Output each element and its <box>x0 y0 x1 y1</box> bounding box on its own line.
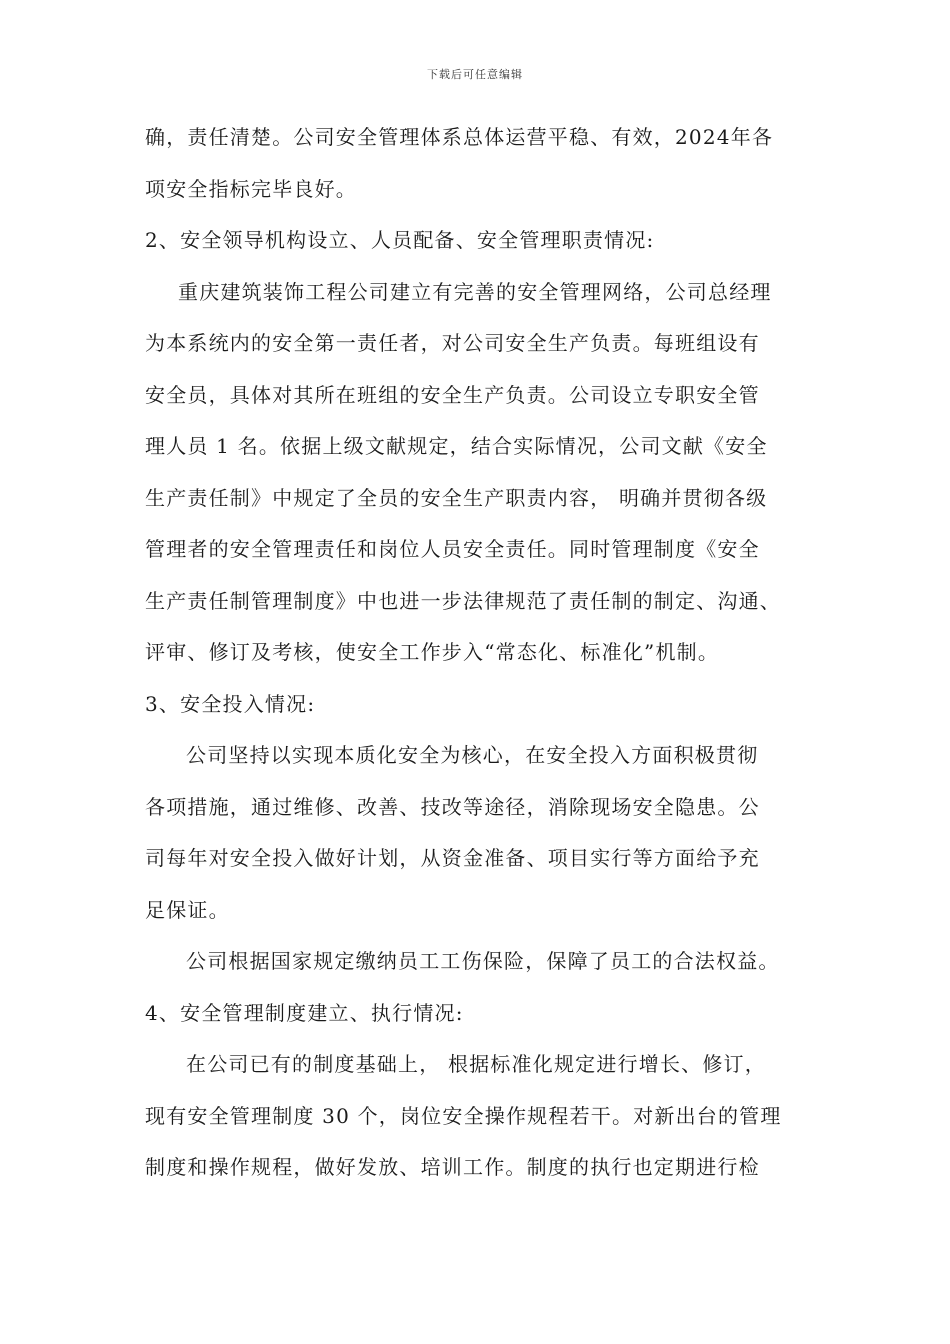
text-line: 管理者的安全管理责任和岗位人员安全责任。同时管理制度《安全 <box>145 537 760 561</box>
text-line: 各项措施，通过维修、改善、技改等途径，消除现场安全隐患。公 <box>145 795 760 819</box>
text-line: 生产责任制》中规定了全员的安全生产职责内容， 明确并贯彻各级 <box>145 486 768 510</box>
text-line: 为本系统内的安全第一责任者，对公司安全生产负责。每班组设有 <box>145 331 760 355</box>
text-line: 公司坚持以实现本质化安全为核心，在安全投入方面积极贯彻 <box>186 743 759 767</box>
text-line: 足保证。 <box>145 898 230 922</box>
text-line: 确，责任清楚。公司安全管理体系总体运营平稳、有效，2024年各 <box>145 125 774 149</box>
text-line: 安全员，具体对其所在班组的安全生产负责。公司设立专职安全管 <box>145 383 760 407</box>
text-line: 公司根据国家规定缴纳员工工伤保险，保障了员工的合法权益。 <box>186 949 780 973</box>
text-line: 理人员 1 名。依据上级文献规定，结合实际情况，公司文献《安全 <box>145 434 768 458</box>
text-line: 评审、修订及考核，使安全工作步入“常态化、标准化”机制。 <box>145 640 720 664</box>
text-line: 制度和操作规程，做好发放、培训工作。制度的执行也定期进行检 <box>145 1155 760 1179</box>
text-line: 现有安全管理制度 30 个，岗位安全操作规程若干。对新出台的管理 <box>145 1104 782 1128</box>
section-heading: 4、安全管理制度建立、执行情况: <box>145 1001 464 1025</box>
text-line: 司每年对安全投入做好计划，从资金准备、项目实行等方面给予充 <box>145 846 760 870</box>
section-heading: 3、安全投入情况: <box>145 692 316 716</box>
text-line: 项安全指标完毕良好。 <box>145 177 357 201</box>
section-heading: 2、安全领导机构设立、人员配备、安全管理职责情况: <box>145 228 655 252</box>
text-line: 在公司已有的制度基础上， 根据标准化规定进行增长、修订， <box>186 1052 766 1076</box>
text-line: 重庆建筑装饰工程公司建立有完善的安全管理网络，公司总经理 <box>178 280 772 304</box>
page-header: 下载后可任意编辑 <box>427 68 523 81</box>
text-line: 生产责任制管理制度》中也进一步法律规范了责任制的制定、沟通、 <box>145 589 781 613</box>
